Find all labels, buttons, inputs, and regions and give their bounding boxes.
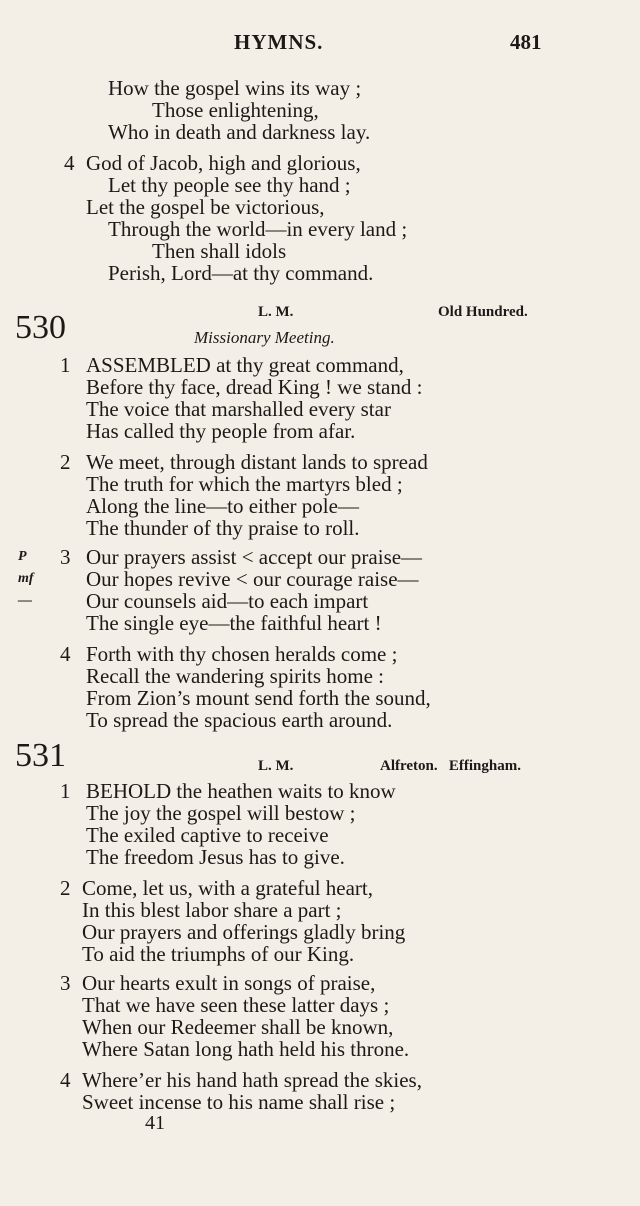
verse-line: Then shall idols [152,239,287,263]
verse-line: The single eye—the faithful heart ! [86,611,382,635]
verse-line: Who in death and darkness lay. [108,120,371,144]
verse-line: To spread the spacious earth around. [86,708,393,732]
verse-line: BEHOLD the heathen waits to know [86,779,396,803]
signature-mark: 41 [145,1112,165,1134]
verse-number: 4 [64,151,75,175]
verse-number: 3 [60,971,71,995]
verse-line: Sweet incense to his name shall rise ; [82,1090,396,1114]
verse-line: Our prayers and offerings gladly bring [82,920,406,944]
verse-line: Our prayers assist < accept our praise— [86,545,423,569]
meter-label: L. M. [258,304,294,320]
tune-name: Alfreton. Effingham. [380,758,521,774]
verse-line: Has called thy people from afar. [86,419,356,443]
verse-line: The freedom Jesus has to give. [86,845,345,869]
verse-line: The truth for which the martyrs bled ; [86,472,403,496]
dynamic-marking: P [18,549,27,564]
verse-line: The exiled captive to receive [86,823,329,847]
page-number: 481 [510,30,542,54]
running-title: HYMNS. [234,30,324,54]
verse-number: 3 [60,545,71,569]
verse-line: We meet, through distant lands to spread [86,450,428,474]
verse-number: 2 [60,450,71,474]
verse-line: Those enlightening, [152,98,319,122]
verse-number: 1 [60,779,71,803]
hymn-subtitle: Missionary Meeting. [194,328,335,347]
dynamic-marking: — [18,593,32,608]
verse-line: Through the world—in every land ; [108,217,408,241]
verse-number: 4 [60,642,71,666]
verse-line: From Zion’s mount send forth the sound, [86,686,431,710]
verse-line: The joy the gospel will bestow ; [86,801,356,825]
verse-line: Let thy people see thy hand ; [108,173,351,197]
dynamic-marking: mf [18,571,34,586]
verse-line: That we have seen these latter days ; [82,993,390,1017]
verse-line: How the gospel wins its way ; [108,76,362,100]
verse-line: In this blest labor share a part ; [82,898,342,922]
verse-line: Come, let us, with a grateful heart, [82,876,373,900]
verse-line: To aid the triumphs of our King. [82,942,355,966]
verse-line: When our Redeemer shall be known, [82,1015,394,1039]
verse-line: The voice that marshalled every star [86,397,391,421]
meter-label: L. M. [258,758,294,774]
verse-line: Our hearts exult in songs of praise, [82,971,376,995]
verse-line: Perish, Lord—at thy command. [108,261,374,285]
verse-line: Let the gospel be victorious, [86,195,325,219]
verse-line: Where’er his hand hath spread the skies, [82,1068,422,1092]
verse-line: Our counsels aid—to each impart [86,589,369,613]
hymn-number: 530 [15,309,66,346]
verse-line: Our hopes revive < our courage raise— [86,567,419,591]
tune-name: Old Hundred. [438,304,528,320]
verse-line: God of Jacob, high and glorious, [86,151,361,175]
verse-line: ASSEMBLED at thy great command, [86,353,404,377]
verse-number: 2 [60,876,71,900]
hymn-number: 531 [15,737,66,774]
verse-line: Recall the wandering spirits home : [86,664,385,688]
verse-line: Before thy face, dread King ! we stand : [86,375,423,399]
verse-line: Where Satan long hath held his throne. [82,1037,410,1061]
verse-number: 1 [60,353,71,377]
verse-number: 4 [60,1068,71,1092]
verse-line: The thunder of thy praise to roll. [86,516,360,540]
verse-line: Forth with thy chosen heralds come ; [86,642,398,666]
verse-line: Along the line—to either pole— [86,494,359,518]
